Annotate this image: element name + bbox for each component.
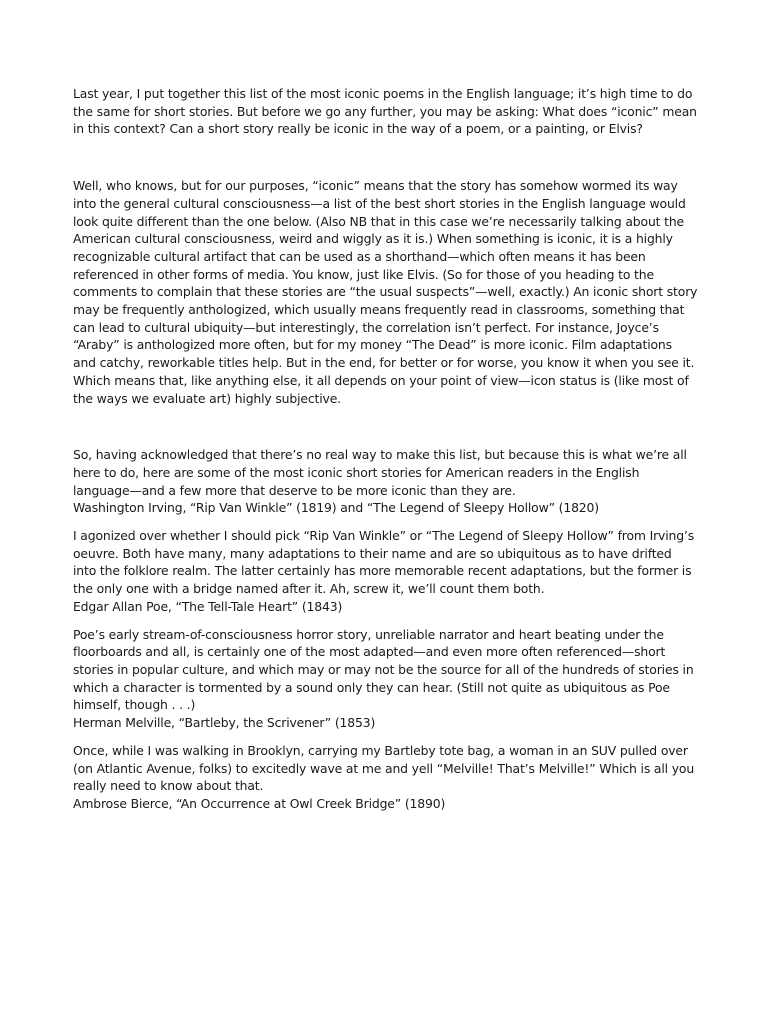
article-body [73,85,698,813]
entry-body-irving: I agonized over whether I should pick “Rip Van Winkle” or “The Legend of Sleepy Hollow” from Irving’s oeuvre. Both have many, many adaptations to their name and are so ubiquitous as to have drifted into the folklore realm. The latter certainly has more memorable recent adaptations, but the former is the only one with a bridge named after it. Ah, screw it, we’ll count them both. [73,528,695,597]
entry-heading-bierce: Ambrose Bierce, “An Occurrence at Owl Creek Bridge” (1890) [73,795,446,811]
entry-heading-irving: Washington Irving, “Rip Van Winkle” (1819) and “The Legend of Sleepy Hollow” (1820) [73,500,599,516]
intro-paragraph-3: So, having acknowledged that there’s no real way to make this list, but because this is what we’re all here to do, here are some of the most iconic short stories for American readers in the English language—and a few more that deserve to be more iconic than they are. [73,447,687,498]
entry-body-melville: Once, while I was walking in Brooklyn, carrying my Bartleby tote bag, a woman in an SUV pulled over (on Atlantic Avenue, folks) to excitedly wave at me and yell “Melville! That’s Melville!” Which is all you really need to know about that. [73,742,695,794]
intro-paragraph-2: Well, who knows, but for our purposes, “iconic” means that the story has somehow wormed its way into the general cultural consciousness—a list of the best short stories in the English language would look quite different than the one below. (Also NB that in this case we’re necessarily talking about the American cultural consciousness, weird and wiggly as it is.) When something is iconic, it is a highly recognizable cultural artifact that can be used as a shorthand—which often means it has been referenced in other forms of media. You know, just like Elvis. (So for those of you heading to the comments to complain that these stories are “the usual suspects”—well, exactly.) An iconic short story may be frequently anthologized, which usually means frequently read in classrooms, something that can lead to cultural ubiquity—but interestingly, the correlation isn’t perfect. For instance, Joyce’s “Araby” is anthologized more often, but for my money “The Dead” is more iconic. Film adaptations and catchy, reworkable titles help. But in the end, for better or for worse, you know it when you see it. Which means that, like anything else, it all depends on your point of view—icon status is (like most of the ways we evaluate art) highly subjective. [73,178,698,406]
entry-heading-melville: Herman Melville, “Bartleby, the Scrivener” (1853) [73,715,376,731]
entry-heading-poe: Edgar Allan Poe, “The Tell-Tale Heart” (1843) [73,598,343,614]
entry-body-poe: Poe’s early stream-of-consciousness horror story, unreliable narrator and heart beating under the floorboards and all, is certainly one of the most adapted—and even more often referenced—short stories in popular culture, and which may or may not be the source for all of the hundreds of stories in which a character is tormented by a sound only they can hear. (Still not quite as ubiquitous as Poe himself, though . . .) [73,626,694,713]
intro-paragraph-1: Last year, I put together this list of the most iconic poems in the English language; it’s high time to do the same for short stories. But before we go any further, you may be asking: What does “iconic” mean in this context? Can a short story really be iconic in the way of a poem, or a painting, or Elvis? [73,86,697,137]
